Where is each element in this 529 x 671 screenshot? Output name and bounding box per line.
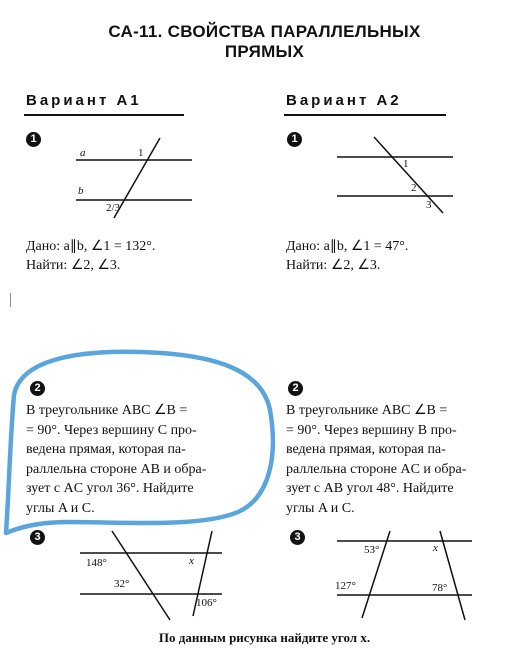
fig-a1-angle-1: 1: [138, 147, 144, 159]
task1-a2-number-icon: 1: [287, 132, 302, 147]
task1-a1-find: Найти: ∠2, ∠3.: [26, 258, 121, 273]
task2-a2-line-2: = 90°. Через вершину B про-: [286, 422, 457, 438]
fig3-a1-angle-x: x: [189, 555, 194, 567]
task1-a1-given: Дано: a∥b, ∠1 = 132°.: [26, 239, 156, 254]
task1-a2-find: Найти: ∠2, ∠3.: [286, 258, 381, 273]
fig-a2-angle-3: 3: [426, 199, 432, 211]
task2-a1-line-1: В треугольнике ABC ∠B =: [26, 403, 188, 418]
task2-a2-line-1: В треугольнике ABC ∠B =: [286, 403, 448, 418]
fig-a2-angle-1: 1: [403, 158, 409, 170]
fig-a1-label-a: a: [80, 147, 86, 159]
fig-a2-angle-2: 2: [411, 182, 417, 194]
footer-instruction: По данным рисунка найдите угол x.: [158, 630, 371, 645]
task2-a2-line-5: зует с AB угол 48°. Найдите: [286, 481, 454, 496]
task2-a1-line-5: зует с AC угол 36°. Найдите: [26, 481, 194, 496]
variant-a2-heading: Вариант А2: [286, 92, 402, 109]
variant-a1-heading: Вариант А1: [26, 92, 142, 109]
task2-a1-line-2: = 90°. Через вершину C про-: [26, 422, 197, 438]
task2-a2-number-icon: 2: [288, 381, 303, 396]
fig3-a2-angle-53: 53°: [364, 544, 380, 556]
task2-a2-line-3: ведена прямая, которая па-: [286, 442, 446, 457]
fig3-a1-angle-32: 32°: [114, 578, 130, 590]
fig-a1-angle-2-3: 2/3: [106, 202, 121, 214]
fig3-a1-angle-148: 148°: [86, 557, 107, 569]
fig3-a2-angle-x: x: [433, 542, 438, 554]
task2-a1-line-6: углы A и C.: [26, 500, 95, 516]
task1-a2-given: Дано: a∥b, ∠1 = 47°.: [286, 239, 409, 254]
title-line-2: ПРЯМЫХ: [224, 42, 305, 61]
task3-a2-number-icon: 3: [290, 530, 305, 545]
task2-a1-number-icon: 2: [30, 381, 45, 396]
task2-a1-line-4: раллельна стороне AB и обра-: [26, 461, 207, 477]
task3-a1-number-icon: 3: [30, 530, 45, 545]
fig3-a1-angle-106: 106°: [196, 597, 217, 609]
fig-a1-label-b: b: [78, 185, 84, 197]
task2-a2-line-6: углы A и C.: [286, 500, 355, 516]
fig3-a2-angle-127: 127°: [335, 580, 356, 592]
task1-a1-number-icon: 1: [26, 132, 41, 147]
task2-a1-line-3: ведена прямая, которая па-: [26, 442, 186, 457]
task2-a2-line-4: раллельна стороне AC и обра-: [286, 461, 467, 477]
title-line-1: СА-11. СВОЙСТВА ПАРАЛЛЕЛЬНЫХ: [108, 22, 421, 41]
fig3-a2-angle-78: 78°: [432, 582, 448, 594]
